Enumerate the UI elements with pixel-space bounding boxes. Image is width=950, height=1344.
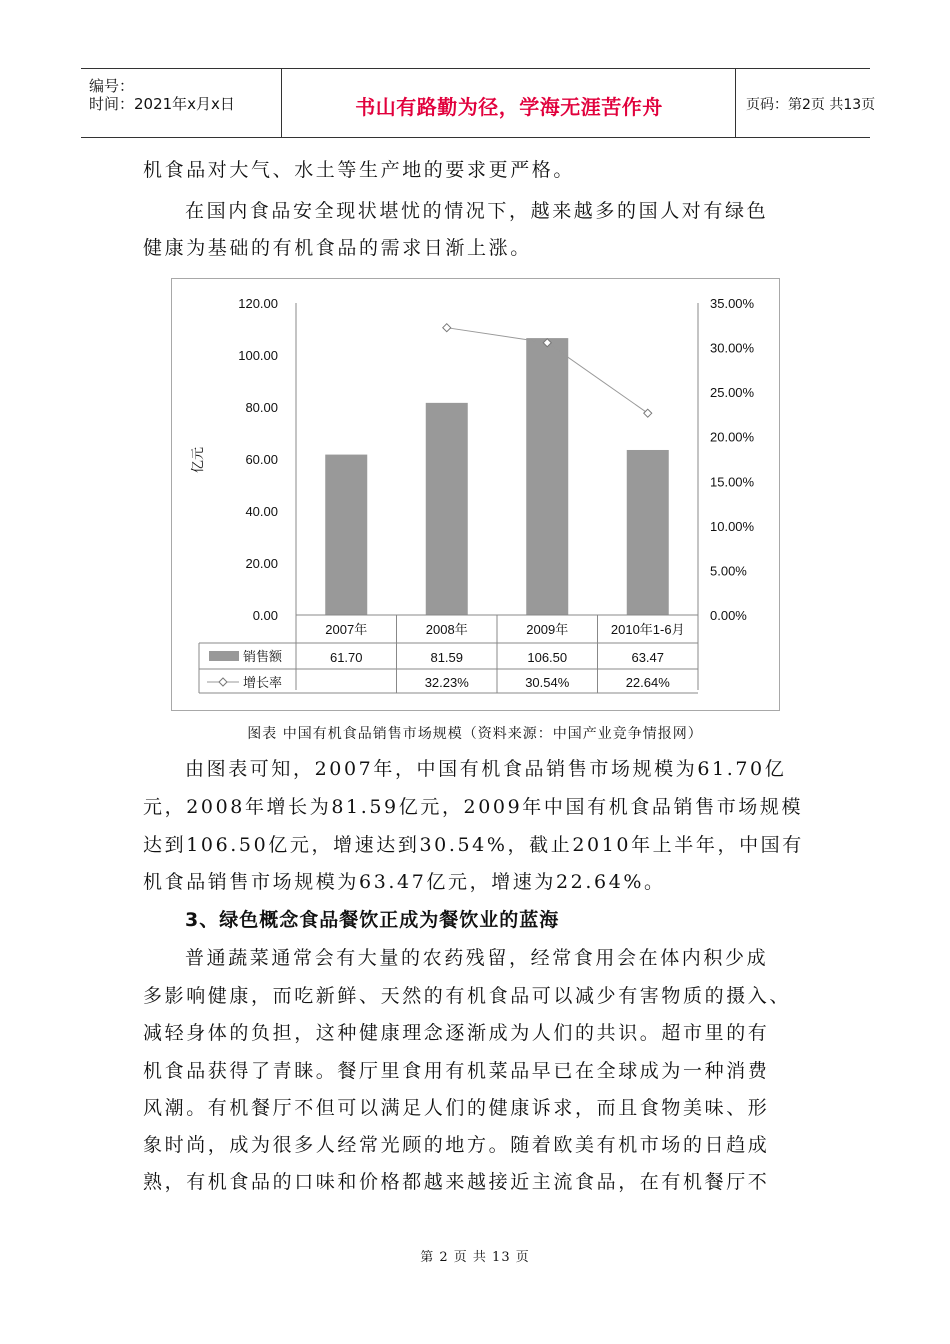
body-line: 风潮。有机餐厅不但可以满足人们的健康诉求，而且食物美味、形: [143, 1097, 770, 1119]
y-tick-label: 120.00: [238, 296, 278, 311]
y-tick-label: 100.00: [238, 348, 278, 363]
y2-tick-label: 25.00%: [710, 385, 755, 401]
body-line: 机食品销售市场规模为63.47亿元，增速为22.64%。: [143, 871, 666, 893]
growth-marker: [443, 324, 451, 332]
body-line: 元，2008年增长为81.59亿元，2009年中国有机食品销售市场规模: [143, 796, 804, 818]
x-tick-label: 2010年1-6月: [610, 622, 685, 637]
data-label: 30.54%: [525, 675, 570, 690]
data-label: 81.59: [430, 650, 464, 665]
data-label: 61.70: [329, 650, 363, 665]
y2-tick-label: 20.00%: [710, 429, 755, 445]
y2-tick-label: 15.00%: [710, 474, 755, 490]
legend-label: 增长率: [243, 675, 283, 690]
header-page-cell: [736, 69, 876, 137]
y2-tick-label: 35.00%: [710, 296, 755, 311]
y2-tick-label: 0.00%: [710, 608, 747, 623]
body-line: 普通蔬菜通常会有大量的农药残留，经常食用会在体内积少成: [185, 947, 769, 969]
y-tick-label: 0.00: [252, 608, 278, 623]
y-tick-label: 20.00: [245, 556, 278, 571]
legend-label: 销售额: [243, 649, 283, 664]
date-label: 时间：2021年x月x日: [89, 95, 235, 113]
bar: [325, 455, 367, 615]
x-tick-label: 2009年: [526, 622, 569, 637]
data-label: 32.23%: [424, 675, 469, 690]
body-line: 熟，有机食品的口味和价格都越来越接近主流食品，在有机餐厅不: [143, 1171, 770, 1193]
body-line: 健康为基础的有机食品的需求日渐上涨。: [143, 237, 532, 259]
y-axis-label: 亿元: [190, 446, 205, 474]
body-line: 由图表可知，2007年，中国有机食品销售市场规模为61.70亿: [185, 758, 787, 780]
data-label: 63.47: [631, 650, 665, 665]
body-line: 减轻身体的负担，这种健康理念逐渐成为人们的共识。超市里的有: [143, 1022, 770, 1044]
y-tick-label: 60.00: [245, 452, 278, 467]
chart-caption: 图表 中国有机食品销售市场规模（资料来源：中国产业竞争情报网）: [247, 726, 703, 742]
page-footer: 第 2 页 共 13 页: [420, 1250, 530, 1265]
body-line: 机食品对大气、水土等生产地的要求更严格。: [143, 159, 576, 181]
data-label: 22.64%: [625, 675, 670, 690]
legend-swatch-marker: [219, 678, 227, 686]
x-tick-label: 2007年: [325, 622, 368, 637]
section-heading: 3、绿色概念食品餐饮正成为餐饮业的蓝海: [185, 909, 560, 931]
y2-tick-label: 5.00%: [710, 563, 747, 579]
body-line: 多影响健康，而吃新鲜、天然的有机食品可以减少有害物质的摄入、: [143, 985, 792, 1007]
body-line: 机食品获得了青睐。餐厅里食用有机菜品早已在全球成为一种消费: [143, 1060, 770, 1082]
y2-tick-label: 10.00%: [710, 518, 755, 534]
body-line: 在国内食品安全现状堪忧的情况下，越来越多的国人对有绿色: [185, 200, 769, 222]
growth-marker: [644, 409, 652, 417]
bar: [426, 403, 468, 615]
data-label: 106.50: [527, 650, 568, 665]
sales-chart: [171, 278, 780, 711]
body-line: 象时尚，成为很多人经常光顾的地方。随着欧美有机市场的日趋成: [143, 1134, 770, 1156]
legend-swatch-bar: [209, 651, 239, 661]
motto: 书山有路勤为径，学海无涯苦作舟: [355, 95, 663, 119]
y-tick-label: 40.00: [245, 504, 278, 519]
y2-tick-label: 30.00%: [710, 340, 755, 356]
y-tick-label: 80.00: [245, 400, 278, 415]
body-line: 达到106.50亿元，增速达到30.54%，截止2010年上半年，中国有: [143, 834, 804, 856]
header-motto-cell: [282, 69, 736, 137]
page-info: 页码：第2页 共13页: [746, 97, 876, 113]
bar: [627, 450, 669, 615]
header-meta-cell: [81, 69, 282, 137]
bar: [526, 338, 568, 615]
page-header: [81, 68, 876, 138]
x-tick-label: 2008年: [425, 622, 468, 637]
number-label: 编号：: [89, 77, 135, 95]
